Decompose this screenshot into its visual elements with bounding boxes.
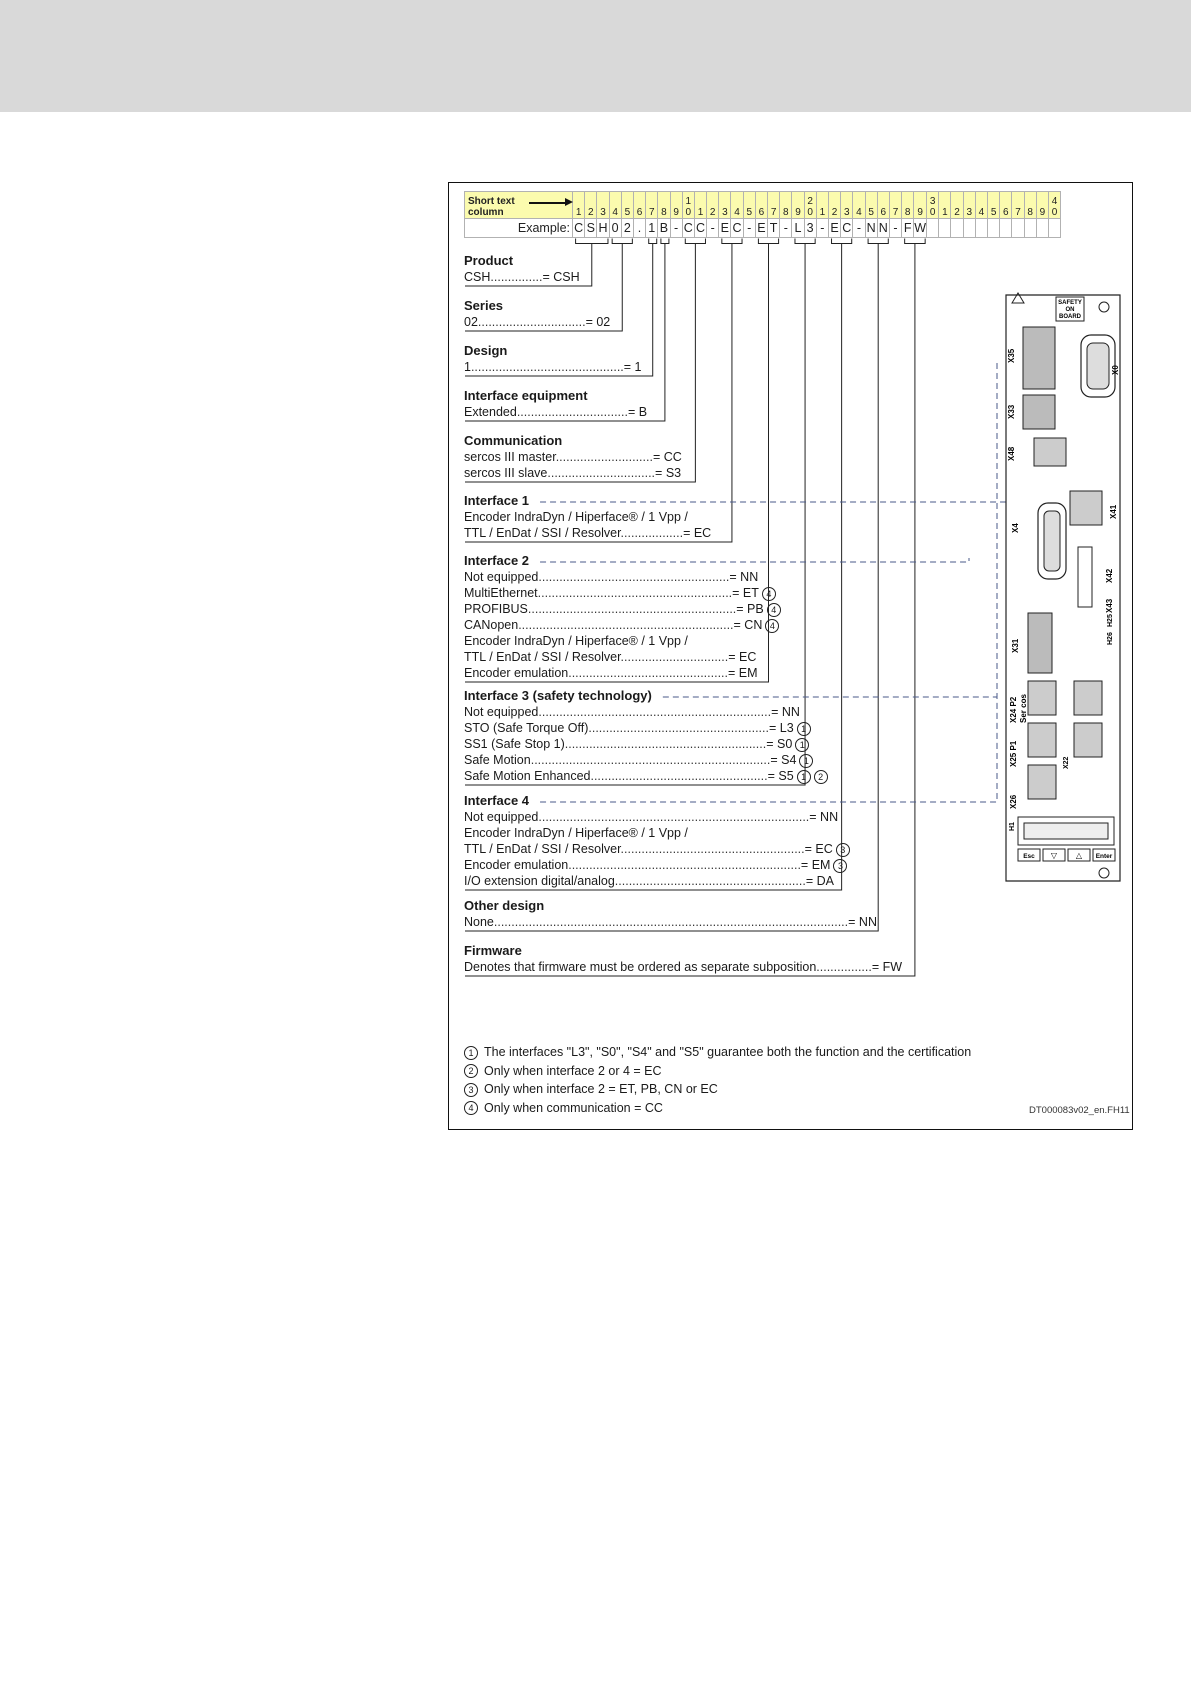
- option-label: Encoder IndraDyn / Hiperface® / 1 Vpp /: [464, 510, 688, 524]
- leader-line: [465, 244, 695, 483]
- leader-line: [465, 244, 665, 422]
- option-code: = NN: [729, 570, 759, 584]
- x35-connector: [1023, 327, 1055, 389]
- section-title: Interface 1: [464, 493, 530, 508]
- option-code: = EM: [728, 666, 758, 680]
- column-number: 7: [1015, 207, 1021, 218]
- leader-dots: .....................................................................: [530, 753, 771, 767]
- option-label: 1: [464, 360, 471, 374]
- x26-label: X26: [1009, 794, 1018, 809]
- column-bracket: [685, 239, 705, 244]
- example-char-cell: E: [755, 219, 767, 238]
- x35-label: X35: [1007, 348, 1016, 363]
- footnote-row: [464, 1080, 971, 1099]
- option-label: Not equipped: [464, 810, 539, 824]
- option-label: Denotes that firmware must be ordered as separate subposition: [464, 960, 817, 974]
- footnote-marker: 3: [836, 843, 850, 857]
- h1-label: H1: [1009, 822, 1016, 831]
- column-number: 1: [819, 207, 826, 218]
- option-code: = CSH: [542, 270, 580, 284]
- x4-label: X4: [1011, 523, 1020, 533]
- footnote-marker: 1: [795, 738, 809, 752]
- section-title: Firmware: [464, 943, 522, 958]
- leader-line: [465, 244, 915, 977]
- footnote-marker: 1: [797, 770, 811, 784]
- leader-dots: ...................................................................: [568, 858, 801, 872]
- option-label: None: [464, 915, 494, 929]
- option-code: = NN: [848, 915, 877, 929]
- option-code: = EC: [804, 842, 833, 856]
- type-code-figure: [448, 182, 1133, 1130]
- column-number: 0: [685, 207, 692, 218]
- tens-marker: 4: [1051, 196, 1058, 207]
- column-number: 6: [758, 207, 765, 218]
- x22-port: [1074, 723, 1102, 757]
- leader-dots: ...............................: [477, 315, 586, 329]
- example-char-cell: 1: [646, 219, 658, 238]
- option-code: = FW: [871, 960, 903, 974]
- column-bracket: [649, 239, 657, 244]
- option-code: = S4: [770, 753, 797, 767]
- example-char-cell: -: [670, 219, 682, 238]
- footnote-row: [464, 1099, 971, 1118]
- section-title: Interface 4: [464, 793, 530, 808]
- leader-line: [465, 244, 732, 543]
- esc-button-label: Esc: [1023, 853, 1035, 860]
- short-text-label: Short text: [468, 196, 515, 207]
- example-char-cell: E: [828, 219, 840, 238]
- sercos-label: Ser cos: [1019, 694, 1028, 723]
- option-label: SS1 (Safe Stop 1): [464, 737, 565, 751]
- column-number: 3: [600, 207, 606, 218]
- option-label: Not equipped: [464, 570, 539, 584]
- example-label: Example:: [465, 219, 573, 238]
- leader-line: [465, 244, 769, 683]
- leader-dots: .......................................................: [614, 874, 806, 888]
- option-label: Safe Motion Enhanced: [464, 769, 591, 783]
- leader-dots: ..............................................................: [518, 618, 734, 632]
- example-char-cell: H: [597, 219, 609, 238]
- option-code: = EC: [683, 526, 712, 540]
- interface-connection-line: [540, 502, 1049, 528]
- footnote-text: The interfaces "L3", "S0", "S4" and "S5" guarantee both the function and the certification: [484, 1045, 972, 1059]
- example-char-cell: C: [694, 219, 706, 238]
- tens-marker: 1: [685, 196, 692, 207]
- column-number: 6: [880, 207, 887, 218]
- example-char-cell: T: [768, 219, 780, 238]
- example-char-cell: -: [743, 219, 755, 238]
- header-band: [0, 0, 1191, 112]
- column-number: 0: [1051, 207, 1058, 218]
- x33-label: X33: [1007, 404, 1016, 419]
- option-code: = B: [627, 405, 648, 419]
- column-number: 7: [770, 207, 777, 218]
- section-title: Interface equipment: [464, 388, 588, 403]
- column-number: 0: [807, 207, 813, 218]
- footnote-marker: 4: [767, 603, 781, 617]
- document-id: DT000083v02_en.FH11: [1029, 1105, 1130, 1116]
- option-label: STO (Safe Torque Off): [464, 721, 589, 735]
- column-number: 9: [917, 207, 923, 218]
- x4-pins: [1044, 511, 1060, 571]
- port-upper-right: [1074, 681, 1102, 715]
- example-char-cell: N: [877, 219, 889, 238]
- option-label: I/O extension digital/analog: [464, 874, 615, 888]
- x42-label: X42: [1105, 568, 1114, 583]
- column-number: 8: [1027, 207, 1033, 218]
- x42-x43-ports: [1078, 547, 1092, 607]
- footnotes: [464, 1043, 971, 1117]
- option-code: = NN: [809, 810, 839, 824]
- footnote-number: 1: [464, 1046, 478, 1060]
- example-char-cell: C: [682, 219, 694, 238]
- h26-label: H26: [1107, 632, 1114, 645]
- column-bracket: [612, 239, 632, 244]
- x0-pins: [1087, 343, 1109, 389]
- interface-connection-line: [540, 558, 969, 562]
- option-label: Encoder IndraDyn / Hiperface® / 1 Vpp /: [464, 826, 688, 840]
- safety-badge-line2: ON: [1065, 307, 1075, 313]
- example-char-cell: C: [841, 219, 853, 238]
- leader-line: [465, 244, 805, 786]
- example-char-cell: .: [633, 219, 645, 238]
- x43-label: X43: [1105, 598, 1114, 613]
- section-title: Communication: [464, 433, 563, 448]
- option-label: PROFIBUS: [464, 602, 528, 616]
- option-code: = S0: [766, 737, 793, 751]
- leader-dots: ...................................................: [590, 769, 768, 783]
- option-code: = EM: [800, 858, 831, 872]
- example-char-cell: 2: [621, 219, 633, 238]
- option-label: Encoder emulation: [464, 858, 569, 872]
- column-bracket: [758, 239, 778, 244]
- section-title: Design: [464, 343, 508, 358]
- option-label: MultiEthernet: [464, 586, 538, 600]
- leader-dots: .......................................................: [538, 570, 730, 584]
- leader-dots: ..........................................................: [564, 737, 767, 751]
- column-bracket: [832, 239, 852, 244]
- leader-dots: ...............................: [547, 466, 656, 480]
- column-number: 5: [746, 207, 752, 218]
- column-number: 1: [697, 207, 704, 218]
- column-number: 6: [1003, 207, 1009, 218]
- leader-dots: ............................: [555, 450, 653, 464]
- leader-dots: ................: [816, 960, 872, 974]
- leader-dots: ...............: [490, 270, 543, 284]
- column-number: 4: [978, 207, 985, 218]
- x26-port: [1028, 765, 1056, 799]
- footnote-marker: 2: [814, 770, 828, 784]
- x25-port: [1028, 723, 1056, 757]
- column-number: 2: [831, 207, 838, 218]
- leader-line: [465, 244, 653, 377]
- x24-port: [1028, 681, 1056, 715]
- option-label: 02: [464, 315, 478, 329]
- column-number: 5: [624, 207, 631, 218]
- column-bracket: [576, 239, 608, 244]
- column-number: 5: [868, 207, 874, 218]
- drive-device-illustration: [994, 283, 1124, 883]
- column-number: 1: [942, 207, 948, 218]
- x22-label: X22: [1063, 756, 1070, 769]
- display-screen: [1024, 823, 1108, 839]
- column-number: 9: [1039, 207, 1046, 218]
- section-title: Interface 3 (safety technology): [464, 688, 652, 703]
- option-label: CSH: [464, 270, 491, 284]
- example-char-cell: -: [816, 219, 828, 238]
- column-number: 2: [588, 207, 594, 218]
- section-title: Series: [464, 298, 504, 313]
- up-arrow-icon: △: [1075, 851, 1083, 860]
- leader-dots: ..................: [620, 526, 684, 540]
- option-code: = S3: [655, 466, 682, 480]
- column-number: 4: [734, 207, 740, 218]
- option-label: Not equipped: [464, 705, 539, 719]
- example-char-cell: 0: [609, 219, 621, 238]
- example-char-cell: F: [902, 219, 914, 238]
- option-code: = 02: [585, 315, 611, 329]
- option-label: sercos III slave: [464, 466, 548, 480]
- column-label: column: [468, 207, 504, 218]
- enter-button-label: Enter: [1095, 853, 1113, 860]
- option-code: = DA: [805, 874, 834, 888]
- option-label: Encoder IndraDyn / Hiperface® / 1 Vpp /: [464, 634, 688, 648]
- down-arrow-icon: ▽: [1050, 851, 1058, 860]
- x33-connector: [1023, 395, 1055, 429]
- leader-line: [465, 244, 878, 932]
- column-bracket: [905, 239, 926, 244]
- x48-label: X48: [1007, 446, 1016, 461]
- column-number: 8: [661, 207, 667, 218]
- column-number: 3: [722, 207, 728, 218]
- option-code: = EC: [728, 650, 757, 664]
- example-char-cell: S: [585, 219, 597, 238]
- leader-dots: ...............................: [620, 650, 729, 664]
- footnote-marker: 4: [765, 619, 779, 633]
- footnote-marker: 1: [799, 754, 813, 768]
- column-number: 7: [892, 207, 899, 218]
- leader-dots: ......................................................................................................: [493, 915, 849, 929]
- interface-connection-line: [663, 697, 997, 743]
- example-char-cell: -: [707, 219, 719, 238]
- example-char-cell: 3: [804, 219, 816, 238]
- footnote-marker: 1: [797, 722, 811, 736]
- x41-label: X41: [1109, 504, 1118, 519]
- column-number: 2: [709, 207, 716, 218]
- option-code: = 1: [623, 360, 642, 374]
- example-char-cell: -: [853, 219, 865, 238]
- column-number: 9: [795, 207, 801, 218]
- option-label: TTL / EnDat / SSI / Resolver: [464, 842, 621, 856]
- example-char-cell: C: [731, 219, 743, 238]
- column-number: 0: [929, 207, 936, 218]
- example-char-cell: -: [780, 219, 792, 238]
- safety-badge-line1: SAFETY: [1058, 300, 1082, 306]
- leader-dots: ...................................................................: [538, 705, 772, 719]
- option-label: TTL / EnDat / SSI / Resolver: [464, 650, 621, 664]
- option-code: = ET: [732, 586, 759, 600]
- example-char-cell: B: [658, 219, 670, 238]
- option-label: TTL / EnDat / SSI / Resolver: [464, 526, 621, 540]
- x25-label: X25 P1: [1009, 740, 1018, 767]
- column-number: 4: [612, 207, 618, 218]
- column-bracket: [661, 239, 669, 244]
- column-number: 6: [636, 207, 643, 218]
- footnote-row: [464, 1062, 971, 1081]
- footnote-text: Only when interface 2 or 4 = EC: [484, 1063, 662, 1078]
- option-label: sercos III master: [464, 450, 556, 464]
- column-number: 1: [575, 207, 582, 218]
- column-number: 9: [673, 207, 679, 218]
- leader-dots: ............................................: [470, 360, 624, 374]
- tens-marker: 3: [929, 196, 936, 207]
- column-number: 8: [904, 207, 911, 218]
- section-title: Interface 2: [464, 553, 530, 568]
- leader-line: [465, 244, 592, 287]
- option-code: = L3: [768, 721, 794, 735]
- x31-label: X31: [1011, 638, 1020, 653]
- option-code: = CC: [652, 450, 682, 464]
- footnote-row: [464, 1043, 971, 1062]
- leader-dots: ..............................................: [568, 666, 728, 680]
- example-char-cell: -: [889, 219, 901, 238]
- safety-badge-line3: BOARD: [1059, 314, 1081, 320]
- example-char-cell: N: [865, 219, 877, 238]
- footnote-number: 3: [464, 1083, 478, 1097]
- leader-line: [465, 244, 622, 332]
- example-char-cell: L: [792, 219, 804, 238]
- section-title: Product: [464, 253, 514, 268]
- example-char-cell: E: [719, 219, 731, 238]
- option-label: Safe Motion: [464, 753, 531, 767]
- leader-dots: ..............................................................................: [538, 810, 810, 824]
- column-number: 2: [954, 207, 960, 218]
- column-number: 3: [966, 207, 972, 218]
- tens-marker: 2: [807, 196, 813, 207]
- example-char-cell: C: [573, 219, 585, 238]
- option-code: = NN: [771, 705, 800, 719]
- footnote-marker: 4: [762, 587, 776, 601]
- footnote-text: Only when communication = CC: [484, 1100, 663, 1115]
- column-number: 5: [990, 207, 997, 218]
- section-title: Other design: [464, 898, 545, 913]
- x24-label: X24 P2: [1009, 696, 1018, 723]
- option-code: = CN: [733, 618, 763, 632]
- option-code: = PB: [736, 602, 764, 616]
- leader-dots: ........................................................: [537, 586, 733, 600]
- footnote-number: 2: [464, 1064, 478, 1078]
- footnote-marker: 3: [833, 859, 847, 873]
- column-bracket: [795, 239, 815, 244]
- option-label: Extended: [464, 405, 517, 419]
- leader-line: [465, 244, 842, 891]
- column-number: 8: [783, 207, 789, 218]
- column-number: 7: [648, 207, 655, 218]
- footnote-text: Only when interface 2 = ET, PB, CN or EC: [484, 1082, 718, 1096]
- x41-connector: [1070, 491, 1102, 525]
- option-code: = S5: [767, 769, 794, 783]
- column-bracket: [722, 239, 742, 244]
- x0-label: X0: [1111, 365, 1120, 375]
- leader-dots: .....................................................: [620, 842, 805, 856]
- column-number: 4: [856, 207, 862, 218]
- example-char-cell: W: [914, 219, 927, 238]
- h25-label: H25: [1107, 614, 1114, 627]
- leader-dots: ................................: [516, 405, 628, 419]
- column-number: 3: [843, 207, 850, 218]
- column-bracket: [868, 239, 888, 244]
- x31-connector: [1028, 613, 1052, 673]
- option-label: Encoder emulation: [464, 666, 569, 680]
- footnote-number: 4: [464, 1101, 478, 1115]
- x48-connector: [1034, 438, 1066, 466]
- option-label: CANopen: [464, 618, 519, 632]
- leader-dots: ....................................................: [588, 721, 769, 735]
- leader-dots: ............................................................: [527, 602, 737, 616]
